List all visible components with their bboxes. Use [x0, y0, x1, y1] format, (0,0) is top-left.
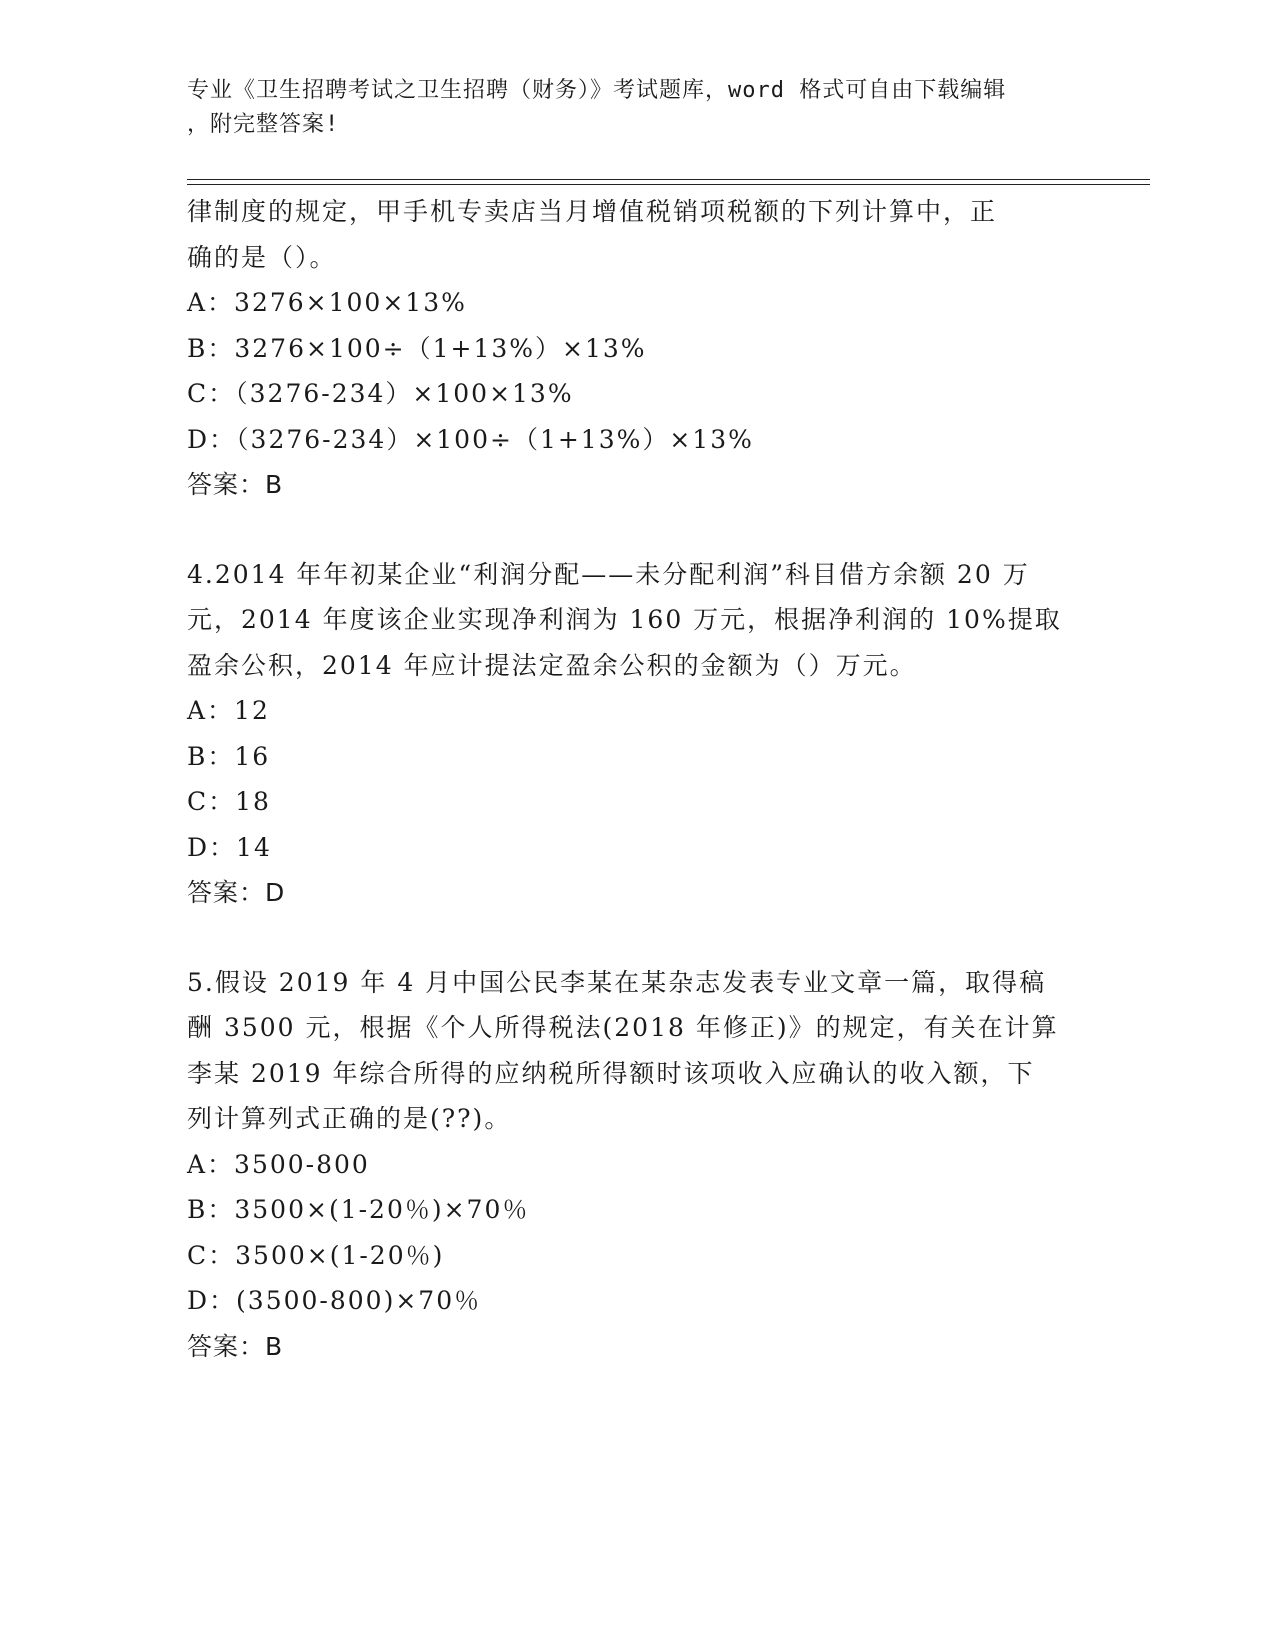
question-4-option-c: C：18 [187, 787, 271, 816]
question-5-stem-line-4: 列计算列式正确的是(??)。 [187, 1104, 512, 1133]
question-4-stem-line-3: 盈余公积，2014 年应计提法定盈余公积的金额为（）万元。 [187, 650, 917, 680]
question-4-option-a: A：12 [187, 696, 270, 725]
question-4-option-d: D：14 [187, 832, 272, 862]
question-5 [187, 960, 1087, 1370]
question-5-stem-line-2: 酬 3500 元，根据《个人所得税法(2018 年修正)》的规定，有关在计算 [187, 1013, 1059, 1042]
question-3-option-d: D：（3276-234）×100÷（1+13%）×13% [187, 424, 754, 454]
question-4-stem-line-1: 4.2014 年年初某企业“利润分配——未分配利润”科目借方余额 20 万 [187, 559, 1030, 589]
question-5-stem-line-1: 5.假设 2019 年 4 月中国公民李某在某杂志发表专业文章一篇，取得稿 [187, 967, 1047, 997]
question-3-option-b: B：3276×100÷（1+13%）×13% [187, 333, 647, 363]
question-3-option-c: C：（3276-234）×100×13% [187, 379, 574, 408]
question-3-stem-line-1: 律制度的规定，甲手机专卖店当月增值税销项税额的下列计算中，正 [187, 197, 998, 226]
question-5-option-a: A：3500-800 [187, 1149, 370, 1179]
question-5-answer: 答案：B [187, 1331, 284, 1361]
question-3-option-a: A：3276×100×13% [187, 288, 467, 317]
page-header [187, 74, 1067, 142]
question-4-answer: 答案：D [187, 878, 286, 907]
question-5-option-c: C：3500×(1-20％) [187, 1240, 445, 1270]
question-4 [187, 552, 1087, 916]
question-3-stem-line-2: 确的是（）。 [187, 242, 337, 272]
question-spacer [187, 916, 1087, 960]
question-3 [187, 189, 1087, 508]
header-title-line-1: 专业《卫生招聘考试之卫生招聘（财务）》考试题库，word 格式可自由下载编辑 [187, 78, 1007, 103]
question-4-stem-line-2: 元，2014 年度该企业实现净利润为 160 万元，根据净利润的 10%提取 [187, 605, 1062, 634]
question-4-option-b: B：16 [187, 741, 271, 771]
header-double-rule [187, 179, 1150, 185]
question-content [187, 189, 1087, 1369]
question-5-option-b: B：3500×(1-20％)×70％ [187, 1195, 530, 1224]
question-5-stem-line-3: 李某 2019 年综合所得的应纳税所得额时该项收入应确认的收入额，下 [187, 1058, 1035, 1088]
header-title-line-2: ，附完整答案! [187, 112, 340, 137]
question-3-answer: 答案：B [187, 470, 284, 499]
question-spacer [187, 508, 1087, 552]
question-5-option-d: D：(3500-800)×70％ [187, 1286, 482, 1315]
